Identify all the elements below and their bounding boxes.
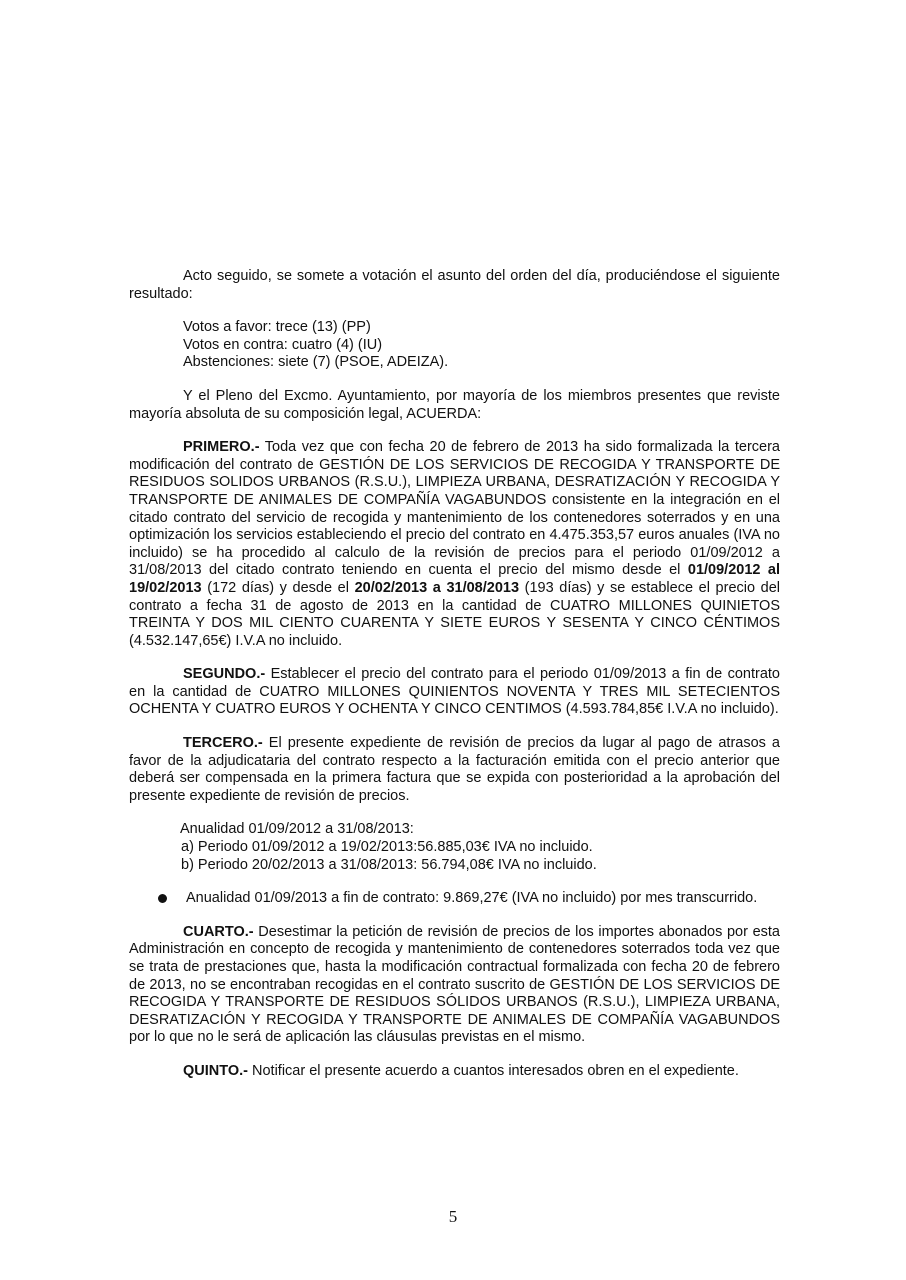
pleno-paragraph: Y el Pleno del Excmo. Ayuntamiento, por mayoría de los miembros presentes que reviste mayoría absoluta de su composición legal, ACUERDA: xyxy=(129,387,780,422)
primero-text-1: Toda vez que con fecha 20 de febrero de 2013 ha sido formalizada la tercera modificación del contrato de GESTIÓN DE LOS SERVICIOS DE RECOGIDA Y TRANSPORTE DE RESIDUOS SOLIDOS URBANOS (R.S.U.), LIMPIEZA URBANA, DESRATIZACIÓN Y RECOGIDA Y TRANSPORTE DE ANIMALES DE COMPAÑÍA VAGABUNDOS consistente en la integración en el citado contrato del servicio de recogida y mantenimiento de los contenedores soterrados y en una optimización los servicios estableciendo el precio del contrato en 4.475.353,57 euros anuales (IVA no incluido) se ha procedido al calculo de la revisión de precios para el periodo 01/09/2012 a 31/08/2013 del citado contrato teniendo en cuenta el precio del mismo desde el xyxy=(129,439,780,579)
intro-paragraph: Acto seguido, se somete a votación el asunto del orden del día, produciéndose el siguiente resultado: xyxy=(129,268,780,302)
bullet-dot-icon xyxy=(129,890,186,908)
votes-favor: Votos a favor: trece (13) (PP) xyxy=(183,319,371,336)
anualidad-item-a: a) Periodo 01/09/2012 a 19/02/2013:56.885,03€ IVA no incluido. xyxy=(181,839,593,856)
anualidad-title: Anualidad 01/09/2012 a 31/08/2013: xyxy=(180,821,414,838)
segundo-paragraph xyxy=(129,666,780,719)
bullet-text: Anualidad 01/09/2013 a fin de contrato: 9.869,27€ (IVA no incluido) por mes transcurrido. xyxy=(186,890,758,907)
cuarto-text: Desestimar la petición de revisión de precios de los importes abonados por esta Administración en concepto de recogida y mantenimiento de contenedores soterrados toda vez que se trata de prestaciones que, hasta la modificación contractual formalizada con fecha 20 de febrero de 2013, no se encontraban recogidas en el contrato suscrito de GESTIÓN DE LOS SERVICIOS DE RECOGIDA Y TRANSPORTE DE RESIDUOS SÓLIDOS URBANOS (R.S.U.), LIMPIEZA URBANA, DESRATIZACIÓN Y RECOGIDA Y TRANSPORTE DE ANIMALES DE COMPAÑÍA VAGABUNDOS por lo que no le será de aplicación las cláusulas previstas en el mismo. xyxy=(129,923,780,1046)
tercero-paragraph xyxy=(129,735,780,805)
votes-abstentions: Abstenciones: siete (7) (PSOE, ADEIZA). xyxy=(183,354,449,371)
cuarto-heading: CUARTO.- xyxy=(183,923,254,940)
primero-period-1: 01/09/2012 al 19/02/2013 xyxy=(129,562,780,596)
primero-text-3: (193 días) y se establece el precio del contrato a fecha 31 de agosto de 2013 en la cantidad de CUATRO MILLONES QUINIETOS TREINTA Y DOS MIL CIENTO CUARENTA Y SIETE EUROS Y SESENTA Y CINCO CÉNTIMOS (4.532.147,65€) I.V.A no incluido. xyxy=(129,579,781,649)
quinto-paragraph xyxy=(129,1063,780,1081)
primero-period-2: 20/02/2013 a 31/08/2013 xyxy=(354,579,520,596)
quinto-text: Notificar el presente acuerdo a cuantos interesados obren en el expediente. xyxy=(247,1062,739,1079)
primero-paragraph xyxy=(129,439,780,650)
tercero-heading: TERCERO.- xyxy=(183,735,263,752)
bullet-item xyxy=(129,890,780,908)
tercero-text: El presente expediente de revisión de precios da lugar al pago de atrasos a favor de la adjudicataria del contrato respecto a la facturación emitida con el precio anterior que deberá ser compensada en la primera factura que se expida con posterioridad a la aprobación del presente expediente de revisión de precios. xyxy=(129,735,780,804)
segundo-text: Establecer el precio del contrato para el periodo 01/09/2013 a fin de contrato en la cantidad de CUATRO MILLONES QUINIENTOS NOVENTA Y TRES MIL SETECIENTOS OCHENTA Y CUATRO EUROS Y OCHENTA Y CINCO CENTIMOS (4.593.784,85€ I.V.A no incluido). xyxy=(129,666,780,718)
votes-against: Votos en contra: cuatro (4) (IU) xyxy=(183,336,383,353)
vote-results xyxy=(183,319,780,372)
primero-heading: PRIMERO.- xyxy=(183,439,260,456)
document-body xyxy=(129,268,780,1081)
segundo-heading: SEGUNDO.- xyxy=(183,666,266,683)
quinto-heading: QUINTO.- xyxy=(183,1062,248,1079)
anualidad-item-b: b) Periodo 20/02/2013 a 31/08/2013: 56.794,08€ IVA no incluido. xyxy=(181,856,597,873)
page-number: 5 xyxy=(448,1207,458,1226)
primero-text-2: (172 días) y desde el xyxy=(201,579,355,596)
anualidad-list xyxy=(180,821,780,874)
cuarto-paragraph xyxy=(129,924,780,1047)
